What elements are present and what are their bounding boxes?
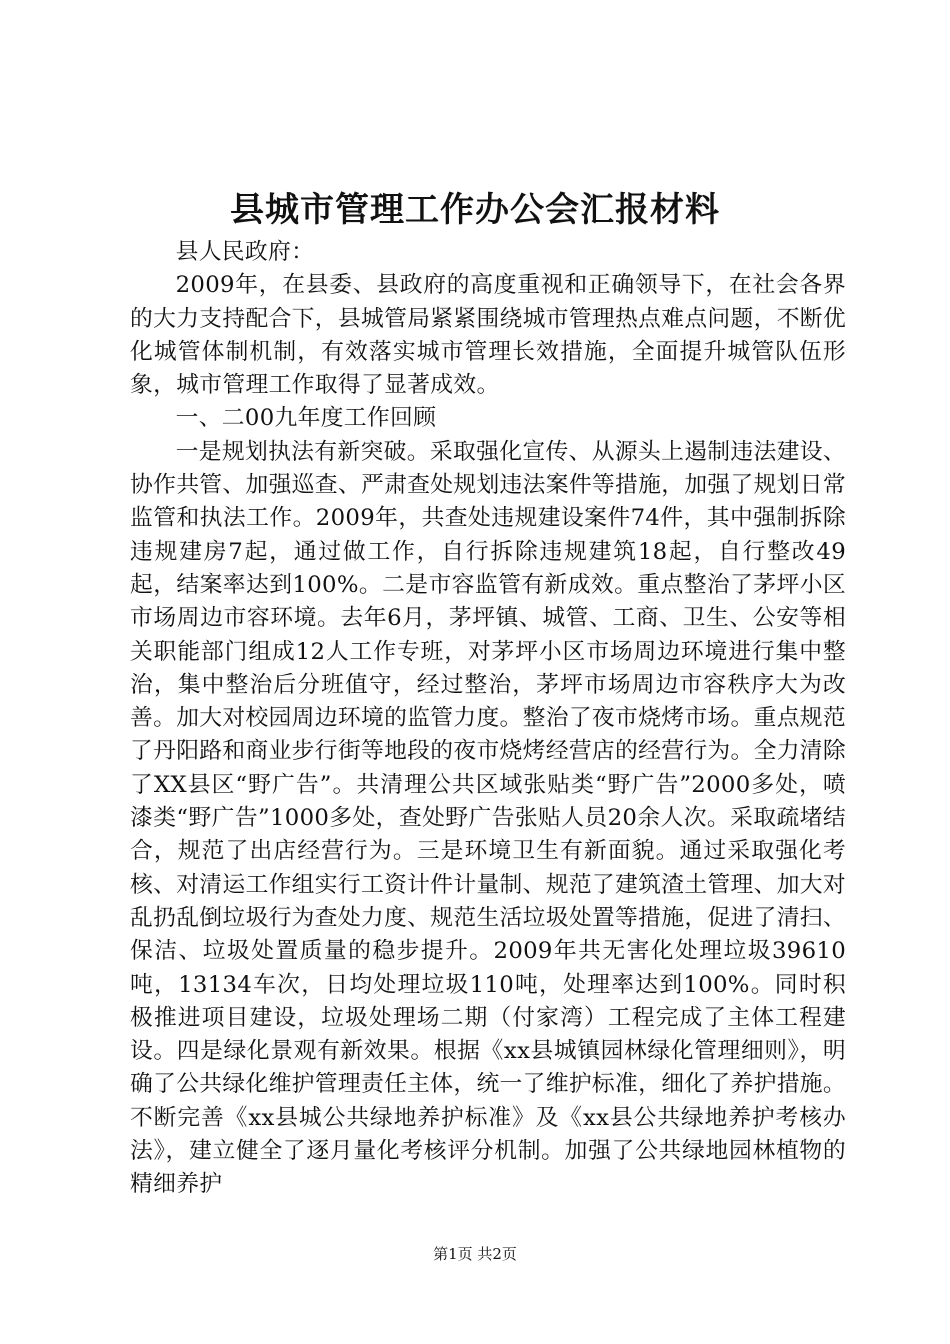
document-body (130, 236, 846, 1202)
salutation: 县人民政府： (175, 239, 315, 265)
page-footer: 第1页 共2页 (433, 1245, 517, 1263)
review-paragraph: 一是规划执法有新突破。采取强化宣传、从源头上遏制违法建设、协作共管、加强巡查、严肃查处规划违法案件等措施，加强了规划日常监管和执法工作。2009年，共查处违规建设案件74件，其中强制拆除违规建房7起，通过做工作，自行拆除违规建筑18起，自行整改49起，结案率达到100%。二是市容监管有新成效。重点整治了茅坪小区市场周边市容环境。去年6月，茅坪镇、城管、工商、卫生、公安等相关职能部门组成12人工作专班，对茅坪小区市场周边环境进行集中整治，集中整治后分班值守，经过整治，茅坪市场周边市容秩序大为改善。加大对校园周边环境的监管力度。整治了夜市烧烤市场。重点规范了丹阳路和商业步行街等地段的夜市烧烤经营店的经营行为。全力清除了XX县区“野广告”。共清理公共区域张贴类“野广告”2000多处，喷漆类“野广告”1000多处，查处野广告张贴人员20余人次。采取疏堵结合，规范了出店经营行为。三是环境卫生有新面貌。通过采取强化考核、对清运工作组实行工资计件计量制、规范了建筑渣土管理、加大对乱扔乱倒垃圾行为查处力度、规范生活垃圾处置等措施，促进了清扫、保洁、垃圾处置质量的稳步提升。2009年共无害化处理垃圾39610吨，13134车次，日均处理垃圾110吨，处理率达到100%。同时积极推进项目建设，垃圾处理场二期（付家湾）工程完成了主体工程建设。四是绿化景观有新效果。根据《xx县城镇园林绿化管理细则》，明确了公共绿化维护管理责任主体，统一了维护标准，细化了养护措施。不断完善《xx县城公共绿地养护标准》及《xx县公共绿地养护考核办法》，建立健全了逐月量化考核评分机制。加强了公共绿地园林植物的精细养护 (130, 438, 847, 1198)
section-heading: 一、二00九年度工作回顾 (175, 405, 437, 432)
document-title: 县城市管理工作办公会汇报材料 (230, 190, 720, 230)
intro-paragraph: 2009年，在县委、县政府的高度重视和正确领导下，在社会各界的大力支持配合下，县城管局紧紧围绕城市管理热点难点问题，不断优化城管体制机制，有效落实城市管理长效措施，全面提升城管队伍形象，城市管理工作取得了显著成效。 (130, 272, 847, 399)
